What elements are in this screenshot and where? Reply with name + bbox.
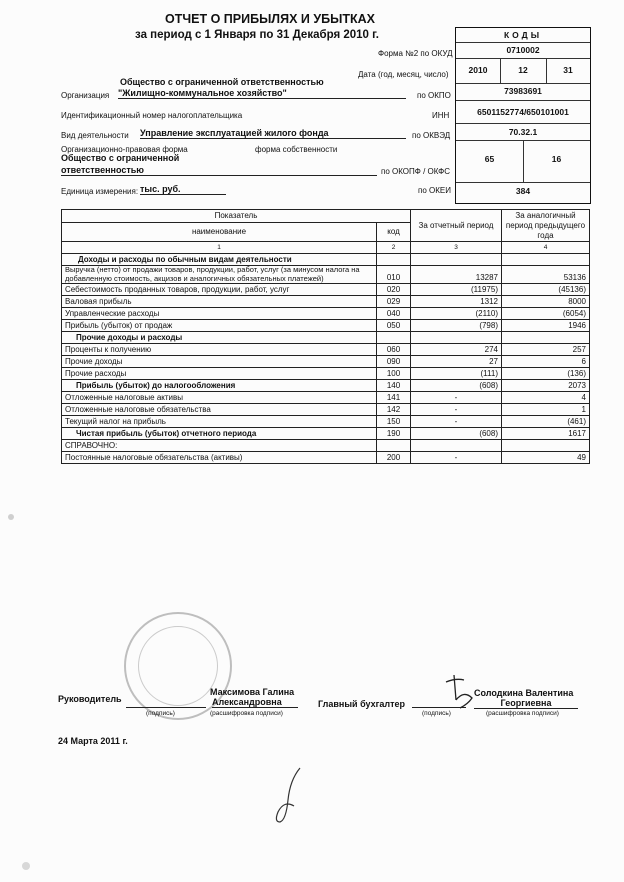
row-previous: 53136 (502, 266, 590, 284)
pnl-table (61, 209, 590, 464)
row-current: (2110) (411, 308, 502, 320)
col-previous: За аналогичный период предыдущего года (502, 210, 590, 242)
row-previous: 6 (502, 356, 590, 368)
row-code (377, 440, 411, 452)
table-row (62, 266, 590, 284)
chief-label: Главный бухгалтер (318, 699, 406, 709)
org-name-line1: Общество с ограниченной ответственностью (120, 77, 324, 87)
row-name: Управленческие расходы (62, 308, 377, 320)
col-code: код (377, 223, 411, 242)
legal-form-line1: Общество с ограниченной (61, 153, 180, 163)
table-header-row (62, 210, 590, 223)
row-current: (11975) (411, 284, 502, 296)
legal-form-line2: ответственностью (61, 165, 377, 176)
org-name-line2: "Жилищно-коммунальное хозяйство" (118, 88, 406, 99)
row-previous: (136) (502, 368, 590, 380)
row-code: 141 (377, 392, 411, 404)
okei-label: по ОКЕИ (418, 186, 451, 195)
okfs-code: 16 (551, 154, 562, 164)
row-previous (502, 440, 590, 452)
head-sign-line (126, 707, 206, 708)
table-row (62, 428, 590, 440)
row-code: 040 (377, 308, 411, 320)
table-row (62, 284, 590, 296)
chief-signature (440, 670, 480, 712)
org-label: Организация (61, 91, 110, 100)
row-name: Текущий налог на прибыль (62, 416, 377, 428)
row-current: (608) (411, 428, 502, 440)
row-current: - (411, 404, 502, 416)
row-name: Валовая прибыль (62, 296, 377, 308)
row-previous: 257 (502, 344, 590, 356)
col-num-2: 2 (377, 242, 411, 254)
date-day: 31 (563, 65, 573, 75)
row-code: 090 (377, 356, 411, 368)
head-name-1: Максимова Галина (210, 687, 295, 697)
col-num-4: 4 (502, 242, 590, 254)
row-code: 190 (377, 428, 411, 440)
row-code: 150 (377, 416, 411, 428)
col-num-3: 3 (411, 242, 502, 254)
row-code: 050 (377, 320, 411, 332)
row-previous: 1617 (502, 428, 590, 440)
table-row (62, 368, 590, 380)
report-period: за период с 1 Января по 31 Декабря 2010 г. (135, 29, 379, 41)
inn-code: 6501152774/650101001 (477, 107, 569, 117)
okei-code: 384 (515, 186, 531, 196)
okopf-code: 65 (484, 154, 495, 164)
row-current (411, 440, 502, 452)
row-current: (608) (411, 380, 502, 392)
row-name: Постоянные налоговые обязательства (активы) (62, 452, 377, 464)
col-num-1: 1 (62, 242, 377, 254)
row-current: (111) (411, 368, 502, 380)
row-name: Отложенные налоговые обязательства (62, 404, 377, 416)
row-code: 140 (377, 380, 411, 392)
row-code (377, 332, 411, 344)
table-row (62, 344, 590, 356)
table-row (62, 308, 590, 320)
row-name: Прочие доходы (62, 356, 377, 368)
row-current: (798) (411, 320, 502, 332)
okved-label: по ОКВЭД (412, 131, 451, 140)
unit-label: Единица измерения: (61, 187, 139, 196)
report-date: 24 Марта 2011 г. (58, 736, 128, 746)
row-name: Прибыль (убыток) от продаж (62, 320, 377, 332)
hole-mark (22, 862, 30, 870)
table-row (62, 332, 590, 344)
row-previous: (45136) (502, 284, 590, 296)
row-current: - (411, 392, 502, 404)
codes-label: КОДЫ (503, 30, 543, 40)
row-previous: 4 (502, 392, 590, 404)
row-current: 27 (411, 356, 502, 368)
row-code: 029 (377, 296, 411, 308)
table-row (62, 380, 590, 392)
row-code: 200 (377, 452, 411, 464)
table-row (62, 452, 590, 464)
row-name: Отложенные налоговые активы (62, 392, 377, 404)
head-decode-label: (расшифровка подписи) (210, 710, 283, 717)
row-code: 020 (377, 284, 411, 296)
row-name: Прочие доходы и расходы (62, 332, 377, 344)
report-title: ОТЧЕТ О ПРИБЫЛЯХ И УБЫТКАХ (165, 12, 375, 26)
row-current: 13287 (411, 266, 502, 284)
row-previous: 1 (502, 404, 590, 416)
ownership-label: форма собственности (255, 145, 338, 154)
head-sign-label: (подпись) (146, 710, 175, 717)
table-number-row (62, 242, 590, 254)
okpo-code: 73983691 (504, 86, 542, 96)
row-current: - (411, 452, 502, 464)
row-previous: 8000 (502, 296, 590, 308)
row-code: 142 (377, 404, 411, 416)
head-label: Руководитель (58, 694, 122, 704)
section-title: Доходы и расходы по обычным видам деятельности (62, 254, 377, 266)
row-previous: 1946 (502, 320, 590, 332)
okud-label: Форма №2 по ОКУД (378, 49, 453, 58)
row-name: Прибыль (убыток) до налогообложения (62, 380, 377, 392)
okpo-label: по ОКПО (417, 91, 451, 100)
row-current: 1312 (411, 296, 502, 308)
table-row (62, 416, 590, 428)
row-current: 274 (411, 344, 502, 356)
table-row (62, 404, 590, 416)
okved-code: 70.32.1 (508, 127, 538, 137)
row-previous: (461) (502, 416, 590, 428)
date-month: 12 (518, 65, 528, 75)
chief-decode-label: (расшифровка подписи) (486, 710, 559, 717)
row-code: 010 (377, 266, 411, 284)
table-row (62, 320, 590, 332)
date-label: Дата (год, месяц, число) (358, 70, 449, 79)
row-name: Чистая прибыль (убыток) отчетного периода (62, 428, 377, 440)
legal-form-label: Организационно-правовая форма (61, 145, 188, 154)
inn-label: ИНН (432, 111, 450, 120)
table-row (62, 296, 590, 308)
handwritten-mark (260, 760, 320, 830)
table-row (62, 392, 590, 404)
unit-value: тыс. руб. (140, 184, 226, 195)
section-row (62, 254, 590, 266)
row-name: Себестоимость проданных товаров, продукции, работ, услуг (62, 284, 377, 296)
col-indicator: Показатель (62, 210, 411, 223)
chief-sign-label: (подпись) (422, 710, 451, 717)
col-current: За отчетный период (411, 210, 502, 242)
row-current (411, 332, 502, 344)
row-previous: 49 (502, 452, 590, 464)
row-name: Прочие расходы (62, 368, 377, 380)
row-current: - (411, 416, 502, 428)
col-name: наименование (62, 223, 377, 242)
okud-code: 0710002 (506, 45, 540, 55)
row-code: 060 (377, 344, 411, 356)
hole-mark-2 (8, 514, 14, 520)
table-row (62, 356, 590, 368)
activity-label: Вид деятельности (61, 131, 129, 140)
row-previous: (6054) (502, 308, 590, 320)
row-previous (502, 332, 590, 344)
okopf-label: по ОКОПФ / ОКФС (381, 167, 450, 176)
chief-name-2: Георгиевна (474, 698, 578, 709)
activity-value: Управление эксплуатацией жилого фонда (140, 128, 406, 139)
date-year: 2010 (468, 65, 488, 75)
inn-desc-label: Идентификационный номер налогоплательщика (61, 111, 243, 120)
chief-name-1: Солодкина Валентина (474, 688, 574, 698)
row-name: СПРАВОЧНО: (62, 440, 377, 452)
codes-grid (455, 27, 591, 204)
table-row (62, 440, 590, 452)
row-previous: 2073 (502, 380, 590, 392)
row-code: 100 (377, 368, 411, 380)
head-name-2: Александровна (212, 697, 298, 708)
row-name: Проценты к получению (62, 344, 377, 356)
row-name: Выручка (нетто) от продажи товаров, продукции, работ, услуг (за минусом налога на добавленную стоимость, акцизов и аналогичных обязательных платежей) (62, 266, 377, 284)
